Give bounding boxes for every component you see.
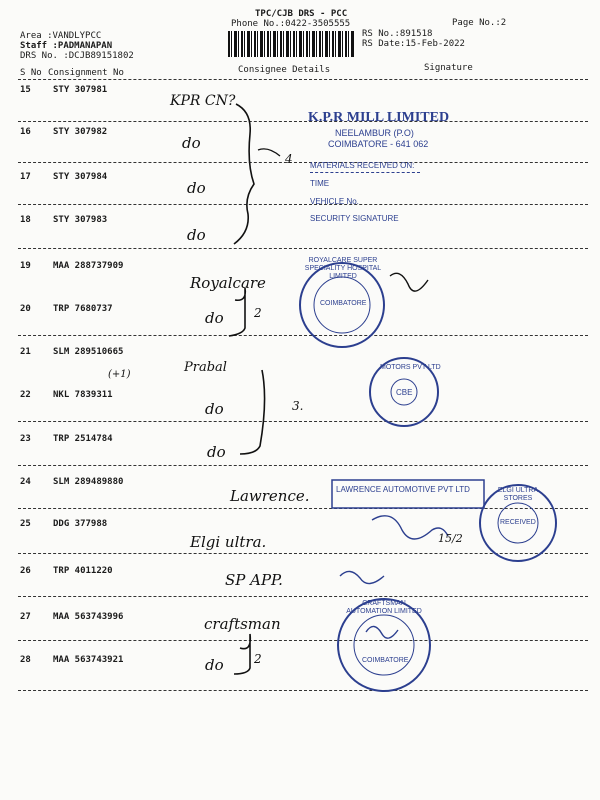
consignee-note: Elgi ultra.: [190, 533, 267, 551]
mill-city: COIMBATORE - 641 062: [328, 139, 429, 149]
phone-number: Phone No.:0422-3505555: [231, 19, 351, 29]
sno: 17: [20, 172, 31, 182]
sno: 15: [20, 85, 31, 95]
sno: 19: [20, 261, 31, 271]
sno: 24: [20, 477, 31, 487]
col-consignment: Consignment No: [48, 68, 124, 78]
sno: 16: [20, 127, 31, 137]
rs-date: RS Date:15-Feb-2022: [362, 39, 465, 49]
consignment-no: MAA 288737909: [53, 261, 124, 271]
sno: 18: [20, 215, 31, 225]
col-consignee: Consignee Details: [238, 65, 331, 75]
consignee-note: Royalcare: [190, 274, 266, 292]
sno: 21: [20, 347, 31, 357]
consignee-note: do: [205, 656, 224, 674]
date-mark: 15/2: [438, 532, 463, 545]
count-mark-1: 4: [285, 152, 293, 166]
consignee-note: do: [205, 309, 224, 327]
vehicle-field: VEHICLE No.: [310, 197, 359, 206]
consignee-note: KPR CN?: [170, 93, 236, 109]
elgi-center-text: RECEIVED: [500, 519, 536, 526]
royalcare-center-text: COIMBATORE: [320, 300, 367, 307]
sno: 25: [20, 519, 31, 529]
sno: 22: [20, 390, 31, 400]
elgi-ring-text: ELGI ULTRA STORES: [497, 487, 539, 502]
staff-label: Staff :PADMANAPAN: [20, 41, 113, 51]
mill-place: NEELAMBUR (P.O): [335, 128, 414, 138]
consignee-note: Lawrence.: [230, 487, 310, 505]
mill-name: K.P.R MILL LIMITED: [308, 110, 450, 125]
consignment-no: MAA 563743921: [53, 655, 124, 665]
sno: 27: [20, 612, 31, 622]
rs-number: RS No.:891518: [362, 29, 433, 39]
count-mark-2: 2: [254, 306, 262, 320]
consignment-no: SLM 289489880: [53, 477, 124, 487]
area-label: Area :VANDLYPCC: [20, 31, 102, 41]
security-field: SECURITY SIGNATURE: [310, 214, 399, 223]
consignment-no: SLM 289510665: [53, 347, 124, 357]
craftsman-ring-text: CRAFTSMAN AUTOMATION LIMITED: [346, 600, 422, 615]
consignee-note: do: [187, 179, 206, 197]
consignment-no: STY 307983: [53, 215, 108, 225]
col-sno: S No: [20, 68, 42, 78]
page-number: Page No.:2: [452, 18, 507, 28]
row-mark: (+1): [108, 369, 131, 380]
lawrence-text: LAWRENCE AUTOMOTIVE PVT LTD: [336, 485, 470, 494]
sno: 23: [20, 434, 31, 444]
consignment-no: TRP 7680737: [53, 304, 113, 314]
consignment-no: STY 307981: [53, 85, 108, 95]
consignee-note: do: [182, 134, 201, 152]
motors-ring-text: MOTORS PVT LTD: [380, 364, 441, 371]
count-mark-4: 2: [254, 652, 262, 666]
motors-center-text: CBE: [396, 388, 413, 397]
sno: 28: [20, 655, 31, 665]
consignee-note: do: [207, 443, 226, 461]
sno: 26: [20, 566, 31, 576]
sno: 20: [20, 304, 31, 314]
consignment-no: STY 307984: [53, 172, 108, 182]
materials-received: MATERIALS RECEIVED ON:: [310, 161, 415, 170]
consignment-no: STY 307982: [53, 127, 108, 137]
consignment-no: NKL 7839311: [53, 390, 113, 400]
time-field: TIME: [310, 179, 330, 188]
consignment-no: TRP 4011220: [53, 566, 113, 576]
count-mark-3: 3.: [292, 399, 304, 413]
consignee-note: do: [205, 400, 224, 418]
consignment-no: MAA 563743996: [53, 612, 124, 622]
consignee-note: SP APP.: [225, 571, 283, 589]
consignee-note: do: [187, 226, 206, 244]
consignee-note: craftsman: [204, 615, 281, 633]
consignment-no: DDG 377988: [53, 519, 108, 529]
craftsman-center-text: COIMBATORE: [362, 657, 409, 664]
report-title: TPC/CJB DRS - PCC: [255, 9, 348, 19]
consignment-no: TRP 2514784: [53, 434, 113, 444]
consignee-note: Prabal: [184, 360, 227, 375]
royalcare-ring-text: ROYALCARE SUPER SPECIALITY HOSPITAL LIMITED: [304, 257, 382, 280]
drs-number: DRS No. :DCJB89151802: [20, 51, 134, 61]
col-signature: Signature: [424, 63, 473, 73]
